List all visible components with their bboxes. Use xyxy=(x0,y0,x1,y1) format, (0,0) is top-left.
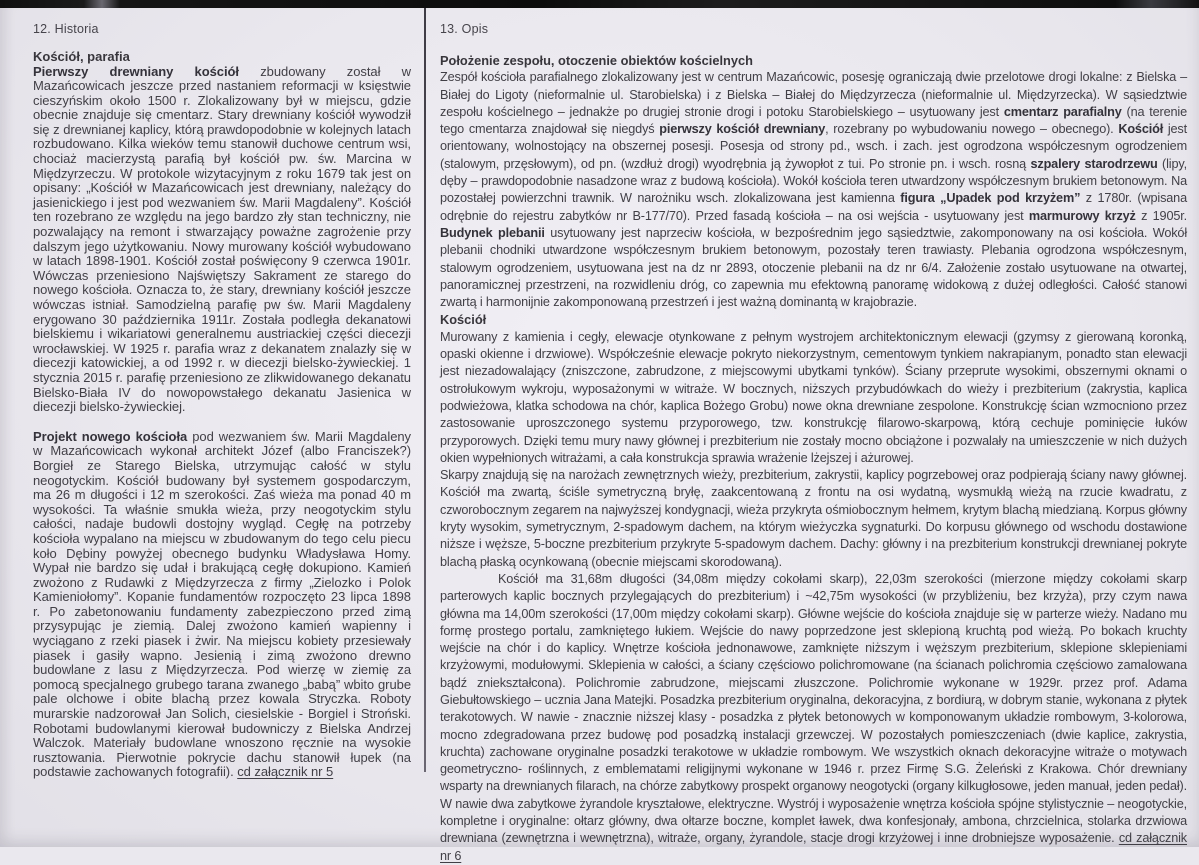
history-paragraph-first-church: Pierwszy drewniany kościół zbudowany został w Mazańcowicach jeszcze przed nastaniem reformacji w księstwie cieszyńskim około 1500 r. Zlokalizowany był w miejscu, gdzie obecnie znajduje się cmentarz. Stary drewniany kościół wywodził się z drewnianej kaplicy, którą prawdopodobnie w kolejnych latach rozbudowano. Kilka wieków temu stanowił duchowe centrum wsi, chociaż macierzystą parafią był kościół pw. św. Marcina w Międzyrzeczu. W protokole wizytacyjnym z roku 1679 tak jest on opisany: „Kościół w Mazańcowicach jest drewniany, należący do jasienickiego i jest pod wezwaniem św. Marii Magdaleny”. Kościół ten rozebrano ze względu na jego bardzo zły stan techniczny, nie pozwalający na remont i stwarzający poważne zagrożenie przy dalszym jego użytkowaniu. Nowy murowany kościół wybudowano w latach 1898-1901. Kościół został poświęcony 9 czerwca 1901r. Wówczas przeniesiono Najświętszy Sakrament ze starego do nowego kościoła. Oznacza to, że stary, drewniany kościół jeszcze wówczas istniał. Samodzielną parafię pw św. Marii Magdaleny erygowano 30 października 1911r. Została podległa dekanatowi bielskiemu i wikariatowi generalnemu austriackiej części diecezji wrocławskiej. W 1925 r. parafia wraz z dekanatem znalazły się w diecezji katowickiej, a od 1992 r. w diecezji bielsko-żywieckiej. 1 stycznia 2015 r. parafię przeniesiono ze zlikwidowanego dekanatu Bielsko-Biała IV do nowopowstałego dekanatu Jasienica w diecezji bielsko-żywieckiej. xyxy=(33,63,411,415)
description-paragraph-walls-elevations: Murowany z kamienia i cegły, elewacje otynkowane z pełnym wystrojem architektonicznym elewacji (gzymsy z gierowaną koronką, opaski okienne i drzwiowe). Współcześnie elewacje pokryto niekorzystnym, cementowym tynkiem nakrapianym, ponadto stan elewacji jest niezadowalający (zniszczone, zabrudzone, z miejscowymi ubytkami tynków). Ściany przeprute wysokimi, obszernymi oknami o ostrołukowym wykroju, wyposażonymi w witraże. W bocznych, niższych przybudówkach do wieży i prezbiterium (zakrystia, kaplica podwieżowa, klatka schodowa na chór, kaplica Bożego Grobu) nowe okna drewniane zespolone. Konstrukcję ścian wzmocniono przez zastosowanie uproszczonego systemu przyporowego, tzw. konstrukcję filarowo-skarpową, którą cechuje pominięcie łuków przyporowych. Dzięki temu mury nawy głównej i prezbiterium nie zostały mocno obciążone i pozwalały na umieszczenie w nich dużych okien wypełnionych witrażami, a cała konstrukcja sprawia wrażenie lżejszej i ażurowej. xyxy=(440,329,1187,465)
right-column xyxy=(440,22,1187,865)
right-heading-polozenie-zespolu: Położenie zespołu, otoczenie obiektów kościelnych xyxy=(440,53,753,68)
left-column xyxy=(33,22,411,780)
description-paragraph-dimensions-interior: Kościół ma 31,68m długości (34,08m między cokołami skarp), 22,03m szerokości (mierzone między cokołami skarp parterowych kaplic bocznych przylegających do prezbiterium) i ~42,75m wysokości (w przybliżeniu, bez krzyża), przy czym nawa główna ma 14,00m szerokości (17,00m między cokołami skarp). Główne wejście do kościoła znajduje się w parterze wieży. Nadano mu formę prostego portalu, zamkniętego łukiem. Wejście do nawy poprzedzone jest sklepioną kruchtą pod wieżą. Po bokach kruchty wejście na chór i do kaplicy. Wnętrze kościoła jednonawowe, zamknięte niższym i węższym prezbiterium, sklepione sklepieniami krzyżowymi, modułowymi. Sklepienia w całości, a ściany częściowo polichromowane (na ścianach polichromia częściowo zamalowana bądź zniekształcona). Polichromie zabrudzone, miejscami złuszczone. Polichromie wykonane w 1929r. przez prof. Adama Giebułtowskiego – ucznia Jana Matejki. Posadzka prezbiterium oryginalna, dekoracyjna, z bordiurą, w dobrym stanie, wykonana z płytek terakotowych. W nawie - znacznie niższej klasy - posadzka z płytek betonowych w komponowanym układzie rombowym, 3-kolorowa, mocno zdegradowana przez budowę pod posadzką instalacji grzewczej. W pozostałych pomieszczeniach (dwie kaplice, zakrystia, kruchta) zachowane oryginalne posadzki terakotowe w układzie rombowym. We wszystkich oknach dekoracyjne witraże o motywach geometryczno- roślinnych, z emblematami religijnymi wykonane w 1946 r. przez Firmę S.G. Żeleński z Krakowa. Chór drewniany wsparty na drewnianych filarach, na chórze zabytkowy prospekt organowy neogotycki (organy kilkugłosowe, jeden manuał, jeden pedał). W nawie dwa zabytkowe żyrandole kryształowe, elektryczne. Wystrój i wyposażenie wnętrza kościoła spójne stylistycznie – neogotyckie, kompletne i oryginalne: ołtarz główny, dwa ołtarze boczne, komplet ławek, dwa konfesjonały, ambona, chrzcielnica, stolarka drzwiowa drewniana (zewnętrzna i wewnętrzna), witraże, organy, żyrandole, stacje drogi krzyżowej i inne drobniejsze wyposażenie. cd załącznik nr 6 xyxy=(440,571,1187,863)
right-heading-kosciol: Kościół xyxy=(440,312,487,328)
column-divider xyxy=(424,8,426,772)
history-paragraph-new-church-project: Projekt nowego kościoła pod wezwaniem św. Marii Magdaleny w Mazańcowicach wykonał architekt Józef (albo Franciszek?) Borgieł ze Starego Bielska, utrzymując całość w stylu neogotyckim. Kościół budowany był systemem gospodarczym, ma 26 m długości i 12 m szerokości. Zaś wieża ma ponad 40 m wysokości. Ta właśnie smukła wieża, przy neogotyckim stylu całości, nadaje budowli dostojny wygląd. Cegłę na potrzeby kościoła wypalano na miejscu w zbudowanym do tego celu piecu koło Dębiny powyżej obecnego budynku Władysława Homy. Wypał nie bardzo się udał i brakującą cegłę dokupiono. Kamień zwożono z Rudawki z Międzyrzecza z firmy „Zielozko i Polok Kamieniołomy”. Kopanie fundamentów rozpoczęto 23 lipca 1898 r. Po zabetonowaniu fundamenty zabezpieczono przed zimą przysypując je ziemią. Dalej zwożono kamień wapienny i wyciągano z rzeki piasek i żwir. Na miejscu kobiety przesiewały piasek i gasiły wapno. Jesienią i zimą zwożono drewno budowlane z lasu z Międzyrzecza. Pod wierzę w ziemię za pomocą specjalnego grubego tarana zwanego „babą” wbito grube pale olchowe i obite blachą przez kowala Stryczka. Roboty murarskie nadzorował Jan Solich, ciesielskie - Borgiel i Stroński. Robotami budowlanymi kierował budowniczy z Bielska Andrzej Walczok. Materiały budowlane wnoszono ręcznie na wysokie rusztowania. Pierwotnie pokrycie dachu stanowił łupek (na podstawie zachowanych fotografii). cd załącznik nr 5 xyxy=(33,428,411,780)
section-label-opis: 13. Opis xyxy=(440,22,489,36)
left-heading-kosciol-parafia: Kościół, parafia xyxy=(33,49,130,64)
scan-edge-artifact xyxy=(0,0,1199,8)
description-paragraph-site-location: Zespół kościoła parafialnego zlokalizowany jest w centrum Mazańcowic, posesję ograniczają dwie przelotowe drogi lokalne: z Bielska – Białej do Ligoty (nieformalnie ul. Starobielska) i z Bielska – Białej do Międzyrzecza (nieformalnie ul. Międzyrzecka). W sąsiedztwie zespołu kościelnego – jednakże po drugiej stronie drogi i potoku Starobielskiego – usytuowany jest cmentarz parafialny (na terenie tego cmentarza znajdował się niegdyś pierwszy kościół drewniany, rozebrany po wybudowaniu nowego – obecnego). Kościół jest orientowany, wolnostojący na obszernej posesji. Posesja od strony pd., wsch. i zach. jest ogrodzona współczesnym ogrodzeniem (stalowym, przęsłowym), od pn. (wzdłuż drogi) wyodrębnia ją żywopłot z tui. Po stronie pn. i wsch. rosną szpalery starodrzewu (lipy, dęby – prawdopodobnie nasadzone wraz z budową kościoła). Wokół kościoła teren utwardzony współczesnym brukiem betonowym. Na pozostałej powierzchni trawnik. W narożniku wsch. zlokalizowana jest kamienna figura „Upadek pod krzyżem” z 1780r. (wpisana odrębnie do rejestru zabytków nr B-177/70). Przed fasadą kościoła – na osi wejścia - usytuowany jest marmurowy krzyż z 1905r. Budynek plebanii usytuowany jest naprzeciw kościoła, w bezpośrednim jego sąsiedztwie, zakomponowany na osi kościoła. Wokół plebanii chodniki utwardzone współczesnym brukiem betonowym, pozostały teren trawiasty. Plebania ogrodzona współczesnym, stalowym ogrodzeniem, usytuowana jest na dz nr 2893, otoczenie plebanii na dz nr 6/4. Założenie zostało usytuowane na otwartej, panoramicznej przestrzeni, na rozwidleniu dróg, co zapewnia mu efektowną panoramę widokową z dużej odległości. Całość stanowi zwartą i harmonijnie zakomponowaną przestrzeń i jest ważną dominantą w krajobrazie. xyxy=(440,70,1188,310)
section-label-historia: 12. Historia xyxy=(33,22,99,36)
description-paragraph-buttresses-roofs: Skarpy znajdują się na narożach zewnętrznych wieży, prezbiterium, zakrystii, kaplicy pogrzebowej oraz podpierają ściany nawy głównej. Kościół ma zwartą, ściśle symetryczną bryłę, zaakcentowaną z frontu na osi wydatną, wysmukłą wieżą na rzucie kwadratu, z czworobocznym zegarem na najwyższej kondygnacji, wieża przykryta ośmiobocznym hełmem, krytym blachą miedzianą. Korpus główny kryty wysokim, symetrycznym, 2-spadowym dachem, na którym wieżyczka sygnaturki. Do korpusu głównego od wschodu dostawione niższe i węższe, 5-boczne prezbiterium przykryte 5-spadowym dachem. Dachy: główny i na prezbiterium konstrukcji drewnianej pokryte blachą płaską ocynkowaną (obecnie miejscami skorodowaną). xyxy=(440,468,1187,569)
